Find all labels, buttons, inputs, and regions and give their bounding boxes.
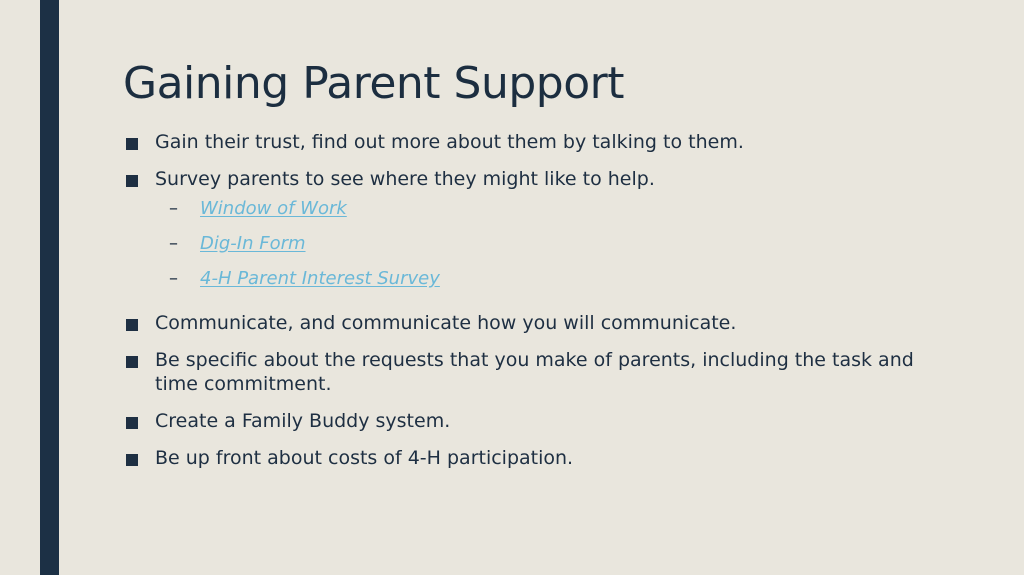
sub-bullet-list [125,197,925,302]
bullet-item [125,311,925,335]
sub-bullet-item [125,197,925,232]
sub-bullet-item [125,232,925,267]
accent-side-bar [40,0,59,575]
bullet-text: Be specific about the requests that you make of parents, including the task and time commitment. [155,349,914,395]
dig-in-form-link[interactable]: Dig-In Form [200,233,306,254]
parent-interest-survey-link[interactable]: 4-H Parent Interest Survey [200,268,440,289]
sub-bullet-item [125,267,925,302]
bullet-text: Gain their trust, find out more about them by talking to them. [155,131,744,153]
bullet-item [125,446,925,470]
dash-bullet: – [169,233,178,254]
slide-title: Gaining Parent Support [123,58,624,109]
bullet-item [125,348,925,396]
square-bullet-icon [126,175,138,187]
dash-bullet: – [169,198,178,219]
bullet-item [125,130,925,154]
bullet-list [125,130,925,483]
bullet-text: Create a Family Buddy system. [155,410,451,432]
dash-bullet: – [169,268,178,289]
square-bullet-icon [126,319,138,331]
square-bullet-icon [126,356,138,368]
bullet-item [125,167,925,191]
bullet-text: Be up front about costs of 4-H participation. [155,447,574,469]
square-bullet-icon [126,417,138,429]
bullet-text: Survey parents to see where they might like to help. [155,168,655,190]
square-bullet-icon [126,454,138,466]
square-bullet-icon [126,138,138,150]
bullet-text: Communicate, and communicate how you will communicate. [155,312,737,334]
window-of-work-link[interactable]: Window of Work [200,198,347,219]
bullet-item [125,409,925,433]
